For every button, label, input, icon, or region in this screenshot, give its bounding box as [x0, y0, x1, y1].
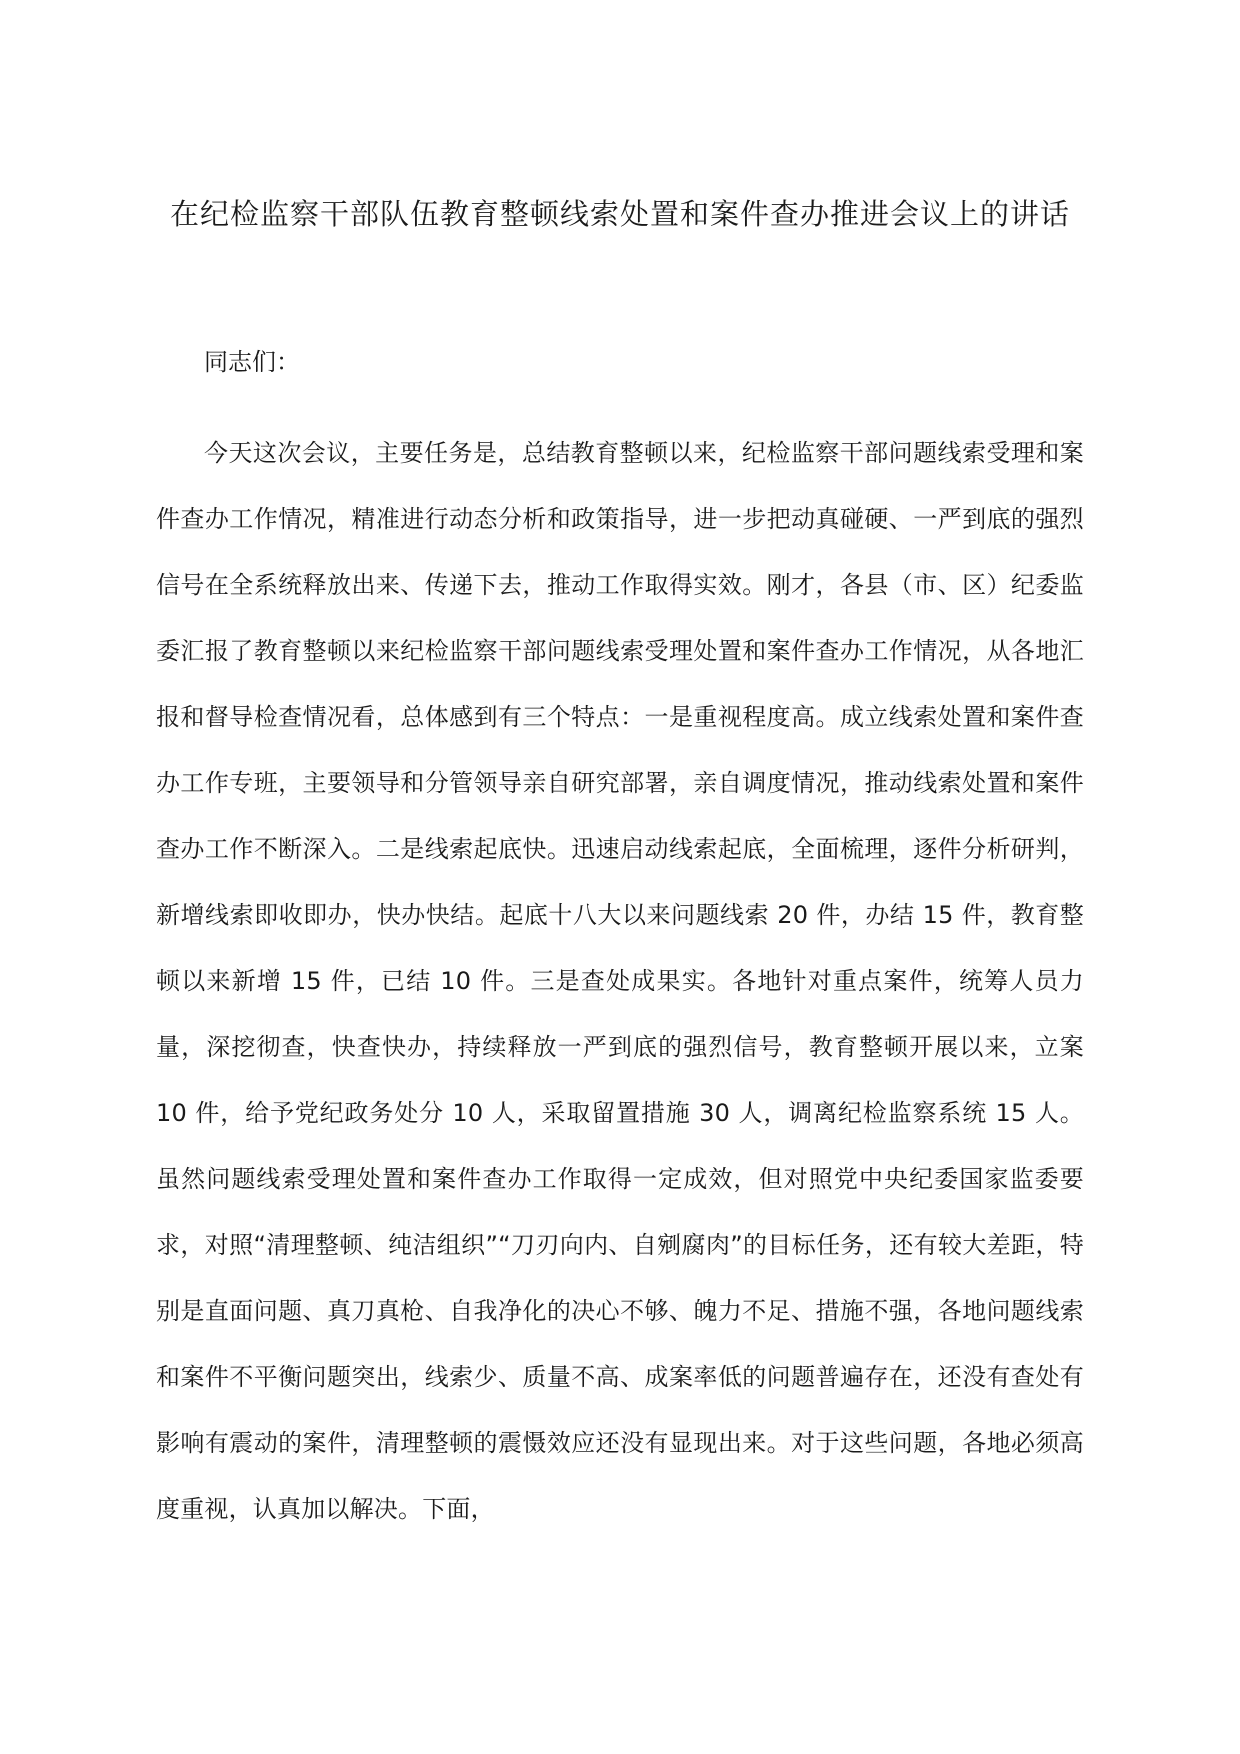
salutation: 同志们： [204, 348, 300, 376]
document-title: 在纪检监察干部队伍教育整顿线索处置和案件查办推进会议上的讲话 [169, 197, 1070, 231]
body-paragraph: 今天这次会议，主要任务是，总结教育整顿以来，纪检监察干部问题线索受理和案件查办工作情况，精准进行动态分析和政策指导，进一步把动真碰硬、一严到底的强烈信号在全系统释放出来、传递下去，推动工作取得实效。刚才，各县（市、区）纪委监委汇报了教育整顿以来纪检监察干部问题线索受理处置和案件查办工作情况，从各地汇报和督导检查情况看，总体感到有三个特点：一是重视程度高。成立线索处置和案件查办工作专班，主要领导和分管领导亲自研究部署，亲自调度情况，推动线索处置和案件查办工作不断深入。二是线索起底快。迅速启动线索起底，全面梳理，逐件分析研判，新增线索即收即办，快办快结。起底十八大以来问题线索 20 件，办结 15 件，教育整顿以来新增 15 件，已结 10 件。三是查处成果实。各地针对重点案件，统筹人员力量，深挖彻查，快查快办，持续释放一严到底的强烈信号，教育整顿开展以来，立案 10 件，给予党纪政务处分 10 人，采取留置措施 30 人，调离纪检监察系统 15 人。虽然问题线索受理处置和案件查办工作取得一定成效，但对照党中央纪委国家监委要求，对照“清理整顿、纯洁组织”“刀刃向内、自剜腐肉”的目标任务，还有较大差距，特别是直面问题、真刀真枪、自我净化的决心不够、魄力不足、措施不强，各地问题线索和案件不平衡问题突出，线索少、质量不高、成案率低的问题普遍存在，还没有查处有影响有震动的案件，清理整顿的震慑效应还没有显现出来。对于这些问题，各地必须高度重视，认真加以解决。下面， [156, 439, 1084, 1523]
